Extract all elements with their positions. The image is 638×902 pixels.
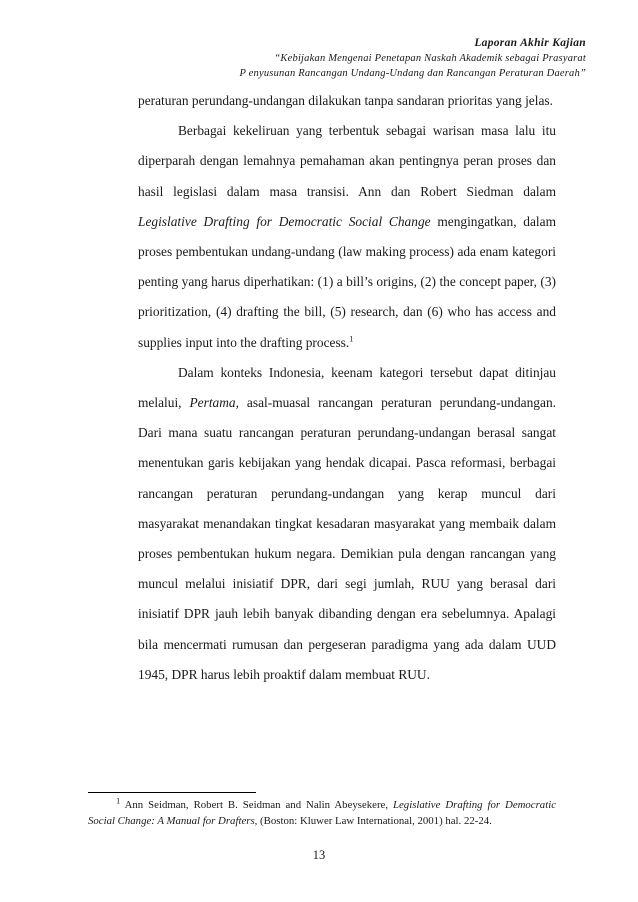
paragraph-2 xyxy=(138,116,556,358)
footnote-text-a: Ann Seidman, Robert B. Seidman and Nalin Abeysekere, xyxy=(120,799,393,811)
footnote-book-title-italic: Legislative Drafting for Democratic Social Change: A Manual for Drafters xyxy=(88,799,556,827)
paragraph-3-text-b: asal-muasal rancangan peraturan perundang-undangan. Dari mana suatu rancangan peraturan perundang-undangan berasal sangat menentukan garis kebijakan yang hendak dicapai. Pasca reformasi, berbagai rancangan peraturan perundang-undangan yang kerap muncul dari masyarakat menandakan tingkat kesadaran masyarakat yang membaik dalam proses pembentukan hukum negara. Demikian pula dengan rancangan yang muncul melalui inisiatif DPR, dari segi jumlah, RUU yang berasal dari inisiatif DPR jauh lebih banyak dibanding dengan era sebelumnya. Apalagi bila mencermati rumusan dan pergeseran paradigma yang ada dalam UUD 1945, DPR harus lebih proaktif dalam membuat RUU. xyxy=(138,395,556,682)
paragraph-3 xyxy=(138,358,556,690)
running-header xyxy=(239,36,586,81)
footnote-divider xyxy=(88,792,256,793)
footnote xyxy=(88,797,556,829)
footnote-reference[interactable]: 1 xyxy=(349,333,354,344)
book-title-italic: Legislative Drafting for Democratic Social Change xyxy=(138,213,431,229)
paragraph-3-text-a: Dalam konteks Indonesia, keenam kategori tersebut dapat ditinjau melalui, xyxy=(138,364,556,411)
pertama-italic: Pertama, xyxy=(189,395,239,411)
page-number: 13 xyxy=(312,848,326,862)
header-subtitle-line-2: P enyusunan Rancangan Undang-Undang dan Rancangan Peraturan Daerah” xyxy=(239,68,586,79)
paragraph-2-text-b: mengingatkan, dalam proses pembentukan undang-undang (law making process) ada enam kategori penting yang harus diperhatikan: (1) a bill’s origins, (2) the concept paper, (3) prioritization, (4) drafting the bill, (5) research, dan (6) who has access and supplies input into the drafting process. xyxy=(138,213,557,350)
footnote-text-b: , (Boston: Kluwer Law International, 2001) hal. 22-24. xyxy=(254,815,492,827)
paragraph-1: peraturan perundang-undangan dilakukan tanpa sandaran prioritas yang jelas. xyxy=(138,93,553,108)
body-text xyxy=(138,86,556,690)
paragraph-2-text-a: Berbagai kekeliruan yang terbentuk sebagai warisan masa lalu itu diperparah dengan lemahnya pemahaman akan pentingnya peran proses dan hasil legislasi dalam masa transisi. Ann dan Robert Siedman dalam xyxy=(138,123,556,199)
footnote-marker: 1 xyxy=(116,795,121,806)
header-title: Laporan Akhir Kajian xyxy=(474,37,586,49)
footnote-indent xyxy=(88,799,116,811)
header-subtitle-line-1: “Kebijakan Mengenai Penetapan Naskah Akademik sebagai Prasyarat xyxy=(274,53,586,64)
